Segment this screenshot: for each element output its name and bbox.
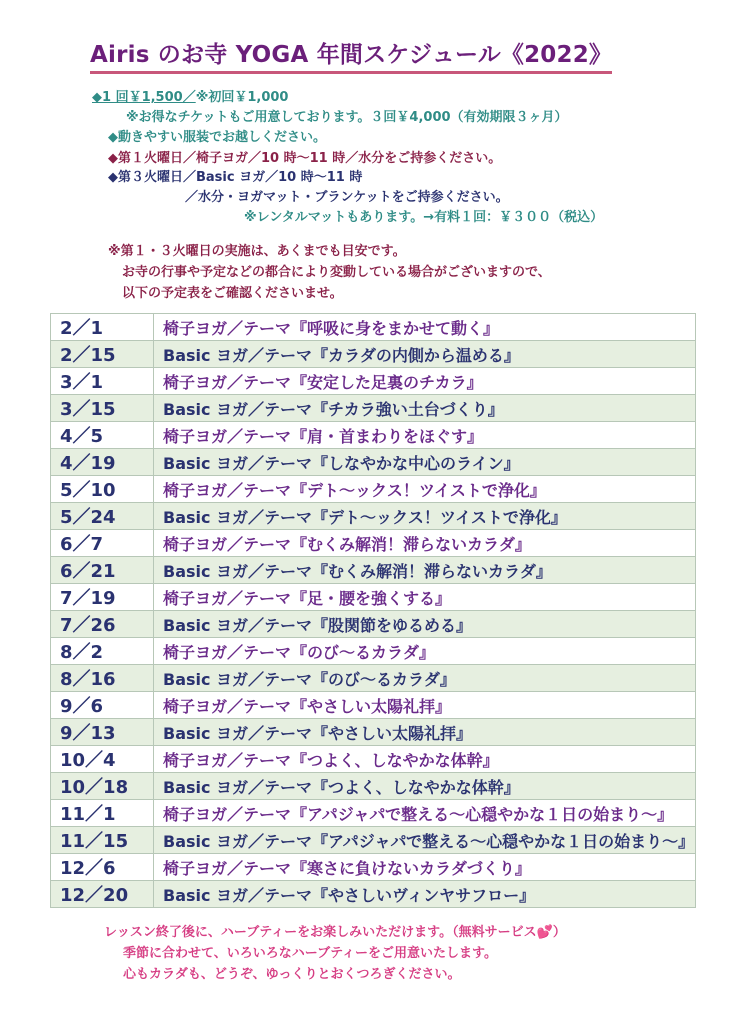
footer-line-2: 季節に合わせて、いろいろなハーブティーをご用意いたします。 <box>123 946 498 961</box>
schedule-desc: Basic ヨガ／テーマ『チカラ強い土台づくり』 <box>154 395 696 422</box>
schedule-date: 9／6 <box>51 692 154 719</box>
schedule-desc: 椅子ヨガ／テーマ『寒さに負けないカラダづくり』 <box>154 854 696 881</box>
table-row <box>51 395 696 422</box>
schedule-date: 5／24 <box>51 503 154 530</box>
footer-line-3: 心もカラダも、どうぞ、ゆっくりとおくつろぎください。 <box>123 967 461 982</box>
table-row <box>51 746 696 773</box>
schedule-desc: 椅子ヨガ／テーマ『安定した足裏のチカラ』 <box>154 368 696 395</box>
first-price-text: ※初回￥1,000 <box>195 90 289 105</box>
schedule-date: 7／26 <box>51 611 154 638</box>
notice-line-1: ※第１・３火曜日の実施は、あくまでも目安です。 <box>108 244 406 259</box>
schedule-date: 2／1 <box>51 314 154 341</box>
schedule-desc: Basic ヨガ／テーマ『カラダの内側から温める』 <box>154 341 696 368</box>
table-row <box>51 557 696 584</box>
table-row <box>51 530 696 557</box>
schedule-date: 8／16 <box>51 665 154 692</box>
schedule-date: 5／10 <box>51 476 154 503</box>
schedule-table <box>50 313 696 908</box>
schedule-date: 12／20 <box>51 881 154 908</box>
schedule-date: 10／18 <box>51 773 154 800</box>
rental-text: ※レンタルマットもあります。→有料１回：￥３００（税込） <box>244 210 604 225</box>
schedule-desc: 椅子ヨガ／テーマ『足・腰を強くする』 <box>154 584 696 611</box>
schedule-date: 6／21 <box>51 557 154 584</box>
table-row <box>51 341 696 368</box>
first-tuesday-text: ◆第１火曜日／椅子ヨガ／10 時〜11 時／水分をご持参ください。 <box>108 151 502 166</box>
third-tuesday-text: ◆第３火曜日／Basic ヨガ／10 時〜11 時 <box>108 170 363 185</box>
table-row <box>51 773 696 800</box>
schedule-desc: Basic ヨガ／テーマ『やさしい太陽礼拝』 <box>154 719 696 746</box>
schedule-date: 4／5 <box>51 422 154 449</box>
schedule-date: 9／13 <box>51 719 154 746</box>
schedule-date: 11／1 <box>51 800 154 827</box>
clothes-text: ◆動きやすい服装でお越しください。 <box>108 130 326 145</box>
table-row <box>51 638 696 665</box>
schedule-desc: 椅子ヨガ／テーマ『つよく、しなやかな体幹』 <box>154 746 696 773</box>
table-row <box>51 611 696 638</box>
table-row <box>51 503 696 530</box>
price-line <box>92 86 288 105</box>
table-row <box>51 368 696 395</box>
schedule-desc: Basic ヨガ／テーマ『やさしいヴィンヤサフロー』 <box>154 881 696 908</box>
schedule-desc: Basic ヨガ／テーマ『のび〜るカラダ』 <box>154 665 696 692</box>
table-row <box>51 476 696 503</box>
footer-line-1: レッスン終了後に、ハーブティーをお楽しみいただけます。（無料サービス💕） <box>104 925 566 940</box>
schedule-desc: Basic ヨガ／テーマ『アパジャパで整える〜心穏やかな１日の始まり〜』 <box>154 827 696 854</box>
schedule-desc: 椅子ヨガ／テーマ『アパジャパで整える〜心穏やかな１日の始まり〜』 <box>154 800 696 827</box>
table-row <box>51 449 696 476</box>
schedule-date: 2／15 <box>51 341 154 368</box>
schedule-desc: Basic ヨガ／テーマ『しなやかな中心のライン』 <box>154 449 696 476</box>
third-tuesday-items-text: ／水分・ヨガマット・ブランケットをご持参ください。 <box>185 190 509 205</box>
table-row <box>51 854 696 881</box>
schedule-date: 8／2 <box>51 638 154 665</box>
table-row <box>51 314 696 341</box>
schedule-desc: Basic ヨガ／テーマ『デト〜ックス！ツイストで浄化』 <box>154 503 696 530</box>
schedule-desc: Basic ヨガ／テーマ『むくみ解消！滞らないカラダ』 <box>154 557 696 584</box>
schedule-desc: 椅子ヨガ／テーマ『むくみ解消！滞らないカラダ』 <box>154 530 696 557</box>
ticket-text: ※お得なチケットもご用意しております。３回￥4,000（有効期限３ヶ月） <box>126 110 568 125</box>
table-row <box>51 881 696 908</box>
schedule-desc: 椅子ヨガ／テーマ『呼吸に身をまかせて動く』 <box>154 314 696 341</box>
schedule-desc: 椅子ヨガ／テーマ『やさしい太陽礼拝』 <box>154 692 696 719</box>
table-row <box>51 665 696 692</box>
price-text: ◆1 回￥1,500／ <box>92 90 196 105</box>
page-title: Airis のお寺 YOGA 年間スケジュール《2022》 <box>90 36 612 74</box>
schedule-date: 10／4 <box>51 746 154 773</box>
schedule-desc: Basic ヨガ／テーマ『つよく、しなやかな体幹』 <box>154 773 696 800</box>
table-row <box>51 800 696 827</box>
schedule-desc: 椅子ヨガ／テーマ『肩・首まわりをほぐす』 <box>154 422 696 449</box>
schedule-date: 11／15 <box>51 827 154 854</box>
schedule-desc: 椅子ヨガ／テーマ『のび〜るカラダ』 <box>154 638 696 665</box>
schedule-date: 4／19 <box>51 449 154 476</box>
schedule-desc: Basic ヨガ／テーマ『股関節をゆるめる』 <box>154 611 696 638</box>
table-row <box>51 422 696 449</box>
schedule-date: 3／1 <box>51 368 154 395</box>
schedule-desc: 椅子ヨガ／テーマ『デト〜ックス！ツイストで浄化』 <box>154 476 696 503</box>
table-row <box>51 584 696 611</box>
schedule-date: 7／19 <box>51 584 154 611</box>
schedule-date: 12／6 <box>51 854 154 881</box>
table-row <box>51 827 696 854</box>
notice-line-2: お寺の行事や予定などの都合により変動している場合がございますので、 <box>122 265 551 280</box>
table-row <box>51 692 696 719</box>
schedule-date: 6／7 <box>51 530 154 557</box>
schedule-date: 3／15 <box>51 395 154 422</box>
table-row <box>51 719 696 746</box>
notice-line-3: 以下の予定表をご確認くださいませ。 <box>122 286 343 301</box>
